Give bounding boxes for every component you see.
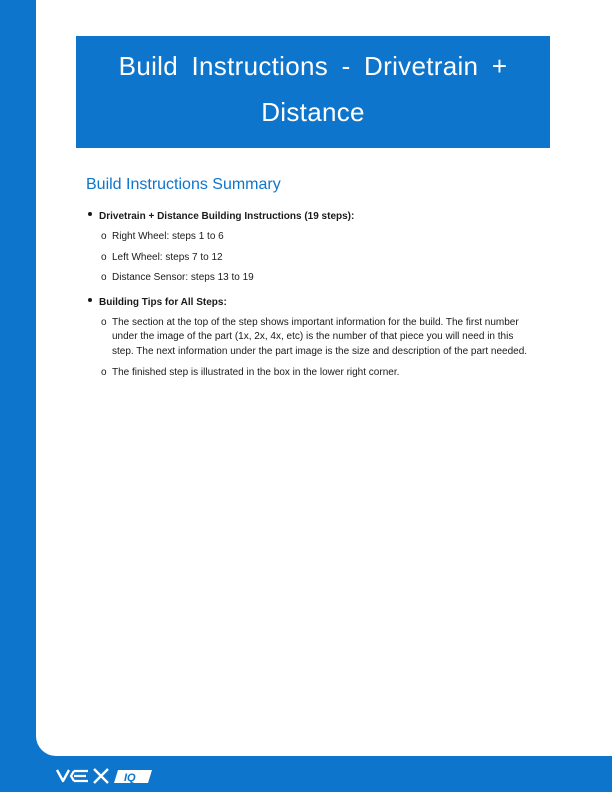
sub-list-item	[99, 366, 536, 381]
section-title: Building Tips for All Steps:	[99, 296, 227, 308]
sub-list	[99, 316, 536, 381]
list-item-building-tips	[86, 294, 536, 381]
page-title-line-2: Distance	[261, 97, 365, 127]
vex-iq-logo-icon	[56, 766, 156, 786]
circle-bullet-icon: o	[101, 251, 107, 263]
circle-bullet-icon: o	[101, 231, 107, 242]
logo-badge-text: IQ	[124, 772, 136, 784]
circle-bullet-icon: o	[101, 272, 107, 283]
summary-content	[86, 208, 536, 381]
list-item-drivetrain-steps	[86, 208, 536, 286]
summary-list	[86, 208, 536, 381]
circle-bullet-icon: o	[101, 367, 107, 378]
sub-item-text: Distance Sensor: steps 13 to 19	[112, 272, 254, 283]
sub-item-text: Right Wheel: steps 1 to 6	[112, 231, 224, 242]
circle-bullet-icon: o	[101, 316, 107, 328]
sub-list-item	[99, 251, 536, 266]
sub-list	[99, 230, 536, 286]
summary-heading: Build Instructions Summary	[86, 176, 281, 193]
page-title-line-1: Build Instructions - Drivetrain +	[118, 51, 508, 81]
sub-item-text: Left Wheel: steps 7 to 12	[112, 251, 223, 263]
vex-iq-logo	[56, 766, 156, 786]
bullet-icon	[88, 298, 92, 302]
sub-item-text: The section at the top of the step shows important information for the build. The first number under the image of the part (1x, 2x, 4x, etc) is the number of that piece you will need in this step. The next information under the part image is the size and description of the part needed.	[112, 316, 528, 357]
section-title: Drivetrain + Distance Building Instructions (19 steps):	[99, 211, 355, 222]
sub-item-text: The finished step is illustrated in the box in the lower right corner.	[112, 367, 400, 378]
sub-list-item	[99, 271, 536, 286]
title-banner	[76, 36, 550, 148]
sub-list-item	[99, 230, 536, 245]
sub-list-item	[99, 316, 536, 360]
bullet-icon	[88, 212, 92, 216]
